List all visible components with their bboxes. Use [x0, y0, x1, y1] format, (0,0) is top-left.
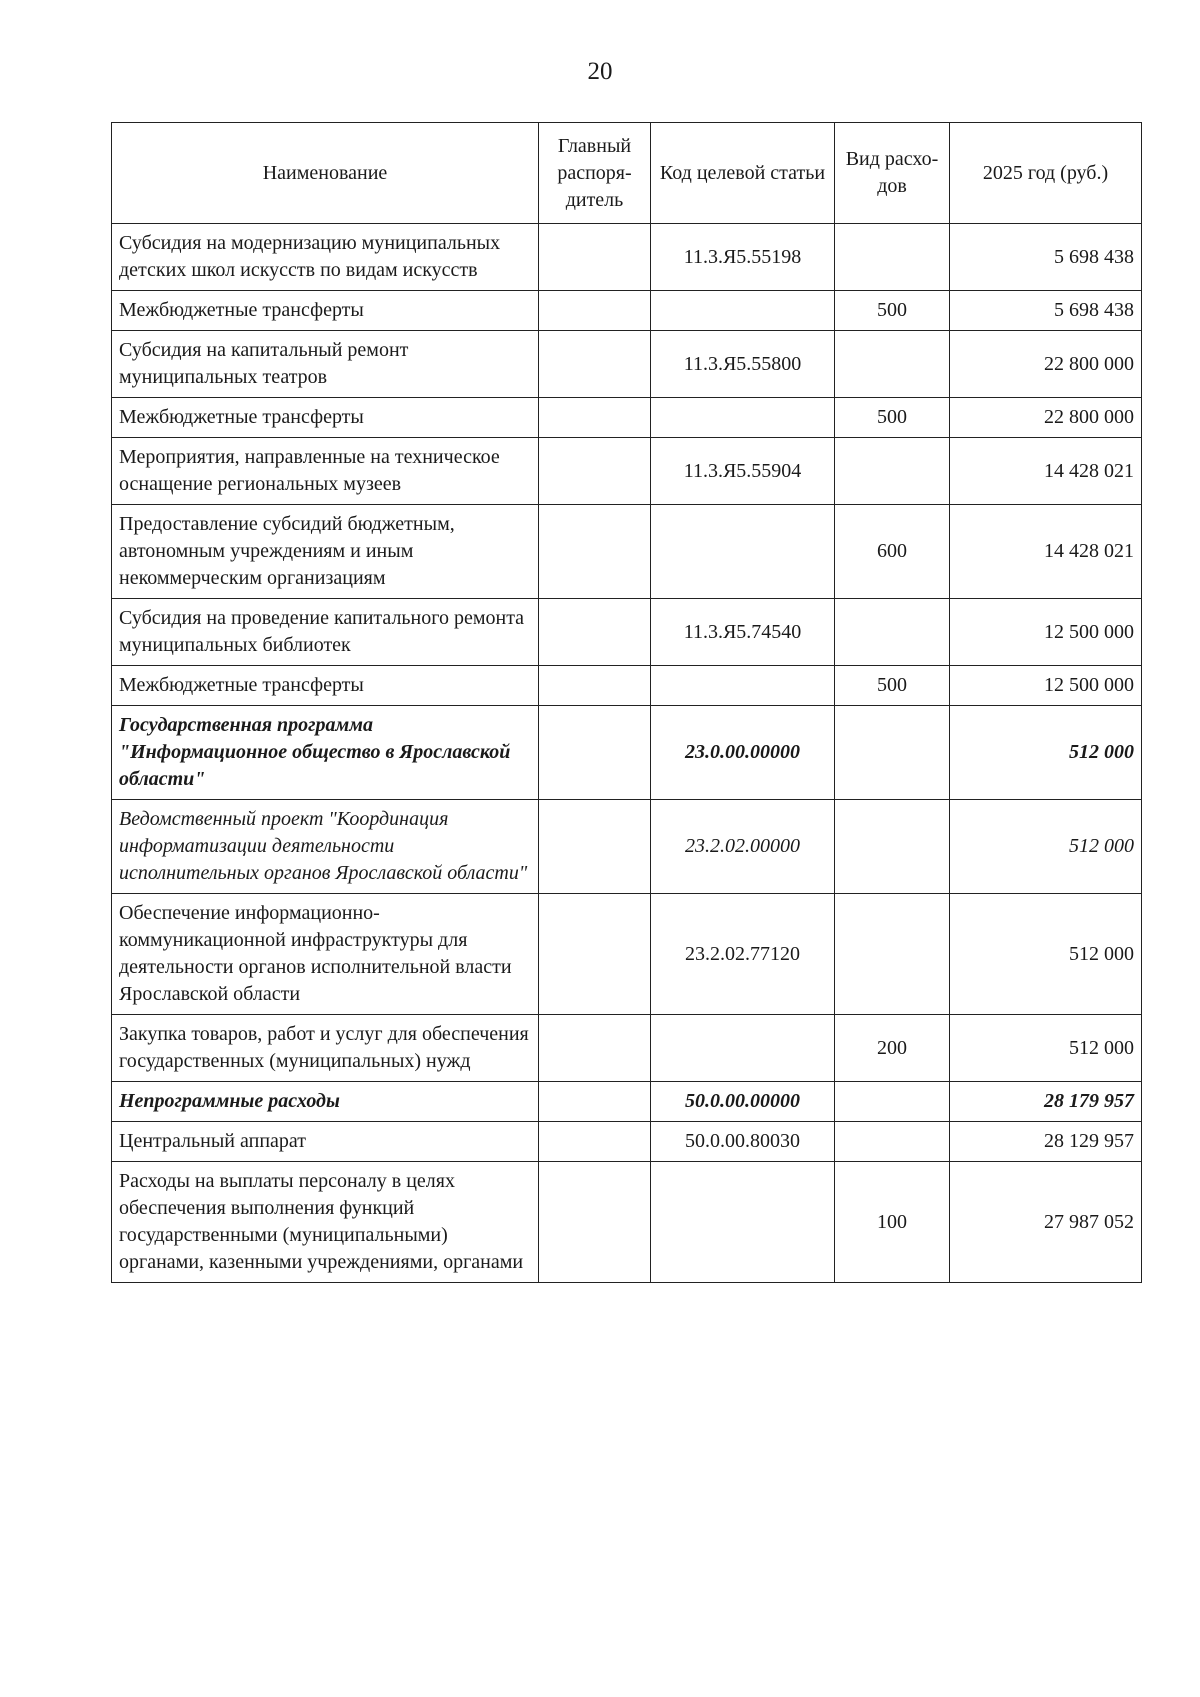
row-name-cell: Мероприятия, направленные на техническое оснащение региональных музеев [112, 438, 539, 505]
table-row [112, 1015, 1142, 1082]
row-name-cell: Предоставление субсидий бюджетным, автономным учреждениям и иным некоммерческим организациям [112, 505, 539, 599]
row-amount-cell: 28 179 957 [950, 1082, 1142, 1122]
row-name-cell: Ведомственный проект "Координация информатизации деятельности исполнительных органов Ярославской области" [112, 800, 539, 894]
table-row [112, 666, 1142, 706]
row-chief-administrator-cell [539, 1122, 651, 1162]
table-row [112, 438, 1142, 505]
budget-table [111, 122, 1142, 1283]
table-row [112, 894, 1142, 1015]
table-row [112, 224, 1142, 291]
row-target-code-cell [651, 291, 835, 331]
row-chief-administrator-cell [539, 224, 651, 291]
row-target-code-cell [651, 1015, 835, 1082]
row-expense-type-cell: 500 [835, 398, 950, 438]
row-expense-type-cell [835, 894, 950, 1015]
row-target-code-cell: 11.3.Я5.55800 [651, 331, 835, 398]
row-chief-administrator-cell [539, 800, 651, 894]
row-chief-administrator-cell [539, 505, 651, 599]
row-expense-type-cell [835, 800, 950, 894]
row-amount-cell: 5 698 438 [950, 224, 1142, 291]
row-target-code-cell: 23.2.02.00000 [651, 800, 835, 894]
table-row [112, 706, 1142, 800]
row-amount-cell: 27 987 052 [950, 1162, 1142, 1283]
row-chief-administrator-cell [539, 1015, 651, 1082]
row-expense-type-cell [835, 1082, 950, 1122]
row-chief-administrator-cell [539, 1082, 651, 1122]
row-chief-administrator-cell [539, 438, 651, 505]
row-expense-type-cell [835, 706, 950, 800]
row-name-cell: Субсидия на проведение капитального ремонта муниципальных библиотек [112, 599, 539, 666]
row-name-cell: Межбюджетные трансферты [112, 666, 539, 706]
row-chief-administrator-cell [539, 599, 651, 666]
row-amount-cell: 5 698 438 [950, 291, 1142, 331]
row-expense-type-cell [835, 1122, 950, 1162]
row-target-code-cell [651, 666, 835, 706]
table-row [112, 1082, 1142, 1122]
row-name-cell: Закупка товаров, работ и услуг для обеспечения государственных (муниципальных) нужд [112, 1015, 539, 1082]
table-header-row [112, 123, 1142, 224]
header-target-code: Код целевой статьи [651, 123, 835, 224]
row-expense-type-cell: 100 [835, 1162, 950, 1283]
row-amount-cell: 28 129 957 [950, 1122, 1142, 1162]
header-expense-type: Вид расхо-дов [835, 123, 950, 224]
row-expense-type-cell [835, 331, 950, 398]
row-name-cell: Субсидия на модернизацию муниципальных детских школ искусств по видам искусств [112, 224, 539, 291]
row-name-cell: Межбюджетные трансферты [112, 398, 539, 438]
table-row [112, 398, 1142, 438]
row-amount-cell: 512 000 [950, 1015, 1142, 1082]
table-body [112, 224, 1142, 1283]
row-chief-administrator-cell [539, 706, 651, 800]
row-target-code-cell: 23.2.02.77120 [651, 894, 835, 1015]
row-name-cell: Государственная программа "Информационное общество в Ярославской области" [112, 706, 539, 800]
row-target-code-cell: 50.0.00.00000 [651, 1082, 835, 1122]
row-name-cell: Межбюджетные трансферты [112, 291, 539, 331]
row-target-code-cell [651, 1162, 835, 1283]
row-name-cell: Субсидия на капитальный ремонт муниципальных театров [112, 331, 539, 398]
row-amount-cell: 14 428 021 [950, 505, 1142, 599]
row-expense-type-cell: 600 [835, 505, 950, 599]
row-amount-cell: 512 000 [950, 894, 1142, 1015]
table-row [112, 599, 1142, 666]
row-amount-cell: 512 000 [950, 800, 1142, 894]
row-expense-type-cell: 500 [835, 666, 950, 706]
row-target-code-cell [651, 505, 835, 599]
row-name-cell: Расходы на выплаты персоналу в целях обеспечения выполнения функций государственными (муниципальными) органами, казенными учреждениями, органами [112, 1162, 539, 1283]
header-amount-2025: 2025 год (руб.) [950, 123, 1142, 224]
row-amount-cell: 22 800 000 [950, 398, 1142, 438]
table-row [112, 505, 1142, 599]
row-expense-type-cell: 500 [835, 291, 950, 331]
row-amount-cell: 12 500 000 [950, 666, 1142, 706]
table-row [112, 331, 1142, 398]
row-name-cell: Обеспечение информационно-коммуникационной инфраструктуры для деятельности органов исполнительной власти Ярославской области [112, 894, 539, 1015]
row-target-code-cell [651, 398, 835, 438]
row-target-code-cell: 11.3.Я5.55198 [651, 224, 835, 291]
header-name: Наименование [112, 123, 539, 224]
row-amount-cell: 14 428 021 [950, 438, 1142, 505]
row-target-code-cell: 11.3.Я5.74540 [651, 599, 835, 666]
row-target-code-cell: 23.0.00.00000 [651, 706, 835, 800]
row-chief-administrator-cell [539, 1162, 651, 1283]
row-name-cell: Непрограммные расходы [112, 1082, 539, 1122]
row-expense-type-cell [835, 438, 950, 505]
row-target-code-cell: 11.3.Я5.55904 [651, 438, 835, 505]
row-chief-administrator-cell [539, 894, 651, 1015]
row-chief-administrator-cell [539, 398, 651, 438]
row-amount-cell: 22 800 000 [950, 331, 1142, 398]
row-expense-type-cell [835, 224, 950, 291]
table-row [112, 800, 1142, 894]
row-expense-type-cell [835, 599, 950, 666]
row-chief-administrator-cell [539, 331, 651, 398]
table-row [112, 1162, 1142, 1283]
page-number: 20 [587, 58, 613, 85]
row-name-cell: Центральный аппарат [112, 1122, 539, 1162]
row-expense-type-cell: 200 [835, 1015, 950, 1082]
row-amount-cell: 512 000 [950, 706, 1142, 800]
table-row [112, 1122, 1142, 1162]
row-target-code-cell: 50.0.00.80030 [651, 1122, 835, 1162]
row-amount-cell: 12 500 000 [950, 599, 1142, 666]
row-chief-administrator-cell [539, 666, 651, 706]
table-row [112, 291, 1142, 331]
header-chief-administrator: Главный распоря-дитель [539, 123, 651, 224]
row-chief-administrator-cell [539, 291, 651, 331]
